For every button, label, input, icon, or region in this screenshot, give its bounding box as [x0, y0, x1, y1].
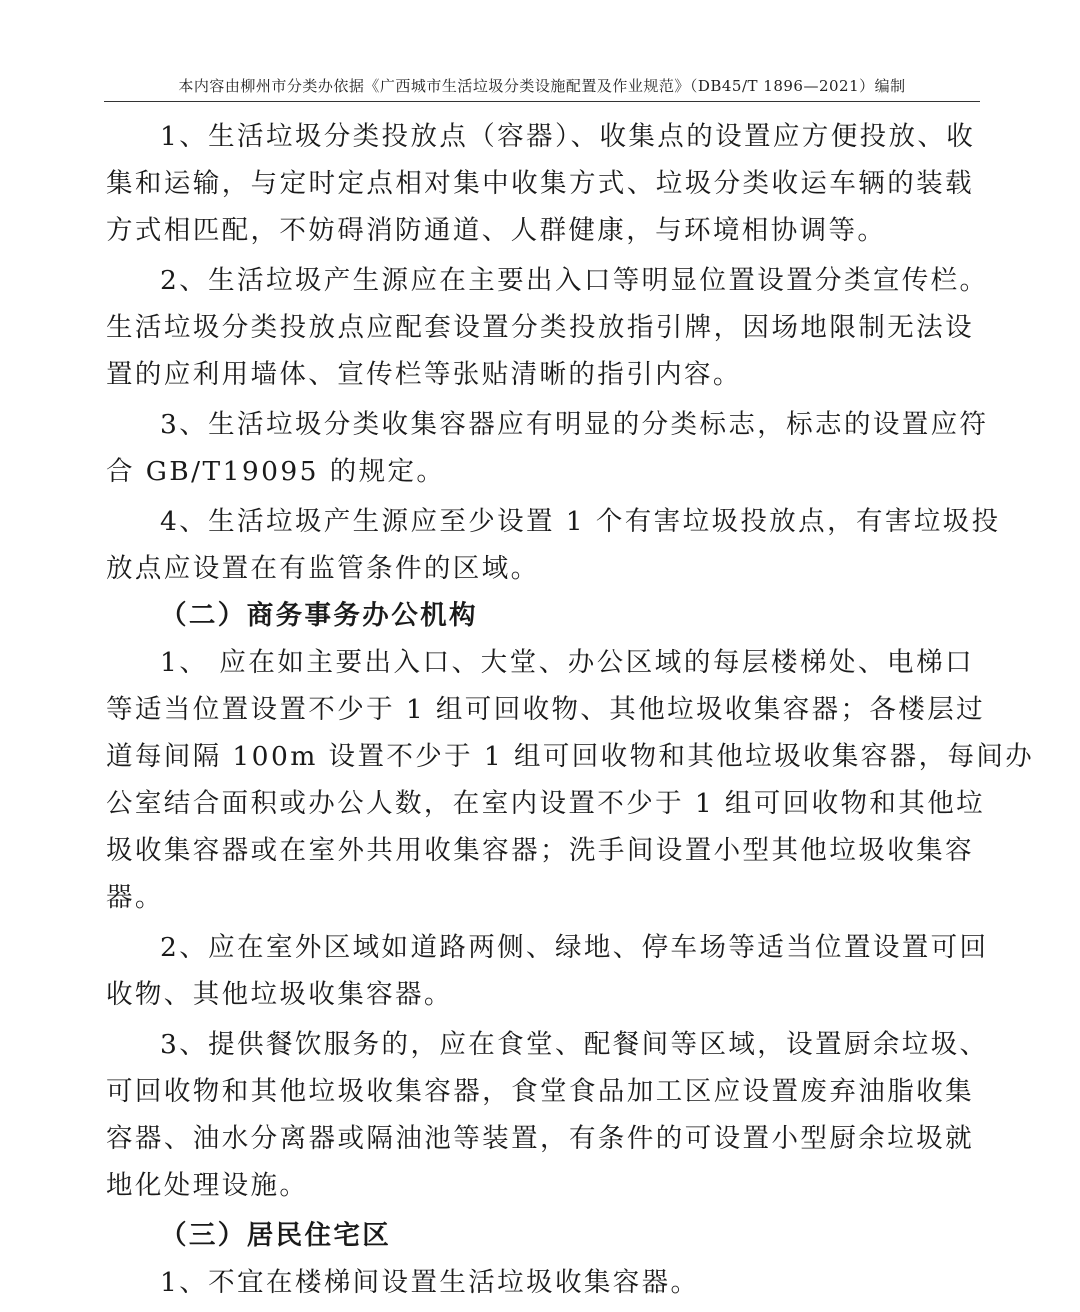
paragraph-line: 3、提供餐饮服务的，应在食堂、配餐间等区域，设置厨余垃圾、 [160, 1029, 989, 1060]
paragraph-line: 3、生活垃圾分类收集容器应有明显的分类标志，标志的设置应符 [160, 409, 989, 440]
paragraph-7 [106, 1021, 989, 1209]
document-body [106, 113, 1035, 1306]
paragraph-line: 可回收物和其他垃圾收集容器，食堂食品加工区应设置废弃油脂收集 [106, 1076, 974, 1107]
paragraph-line: 生活垃圾分类投放点应配套设置分类投放指引牌，因场地限制无法设 [106, 312, 974, 343]
paragraph-line: 置的应利用墙体、宣传栏等张贴清晰的指引内容。 [106, 359, 742, 390]
section-heading-2: （二）商务事务办公机构 [160, 600, 478, 631]
paragraph-line: 等适当位置设置不少于 1 组可回收物、其他垃圾收集容器；各楼层过 [106, 694, 986, 725]
paragraph-line: 放点应设置在有监管条件的区域。 [106, 553, 540, 584]
page-header: 本内容由柳州市分类办依据《广西城市生活垃圾分类设施配置及作业规范》（DB45/T 1896—2021）编制 [178, 77, 906, 95]
paragraph-line: 2、生活垃圾产生源应在主要出入口等明显位置设置分类宣传栏。 [160, 265, 989, 296]
paragraph-3 [106, 401, 989, 495]
section-heading-3: （三）居民住宅区 [160, 1220, 392, 1251]
paragraph-line: 方式相匹配，不妨碍消防通道、人群健康，与环境相协调等。 [106, 215, 887, 246]
paragraph-line: 地化处理设施。 [106, 1170, 309, 1201]
paragraph-line: 合 GB/T19095 的规定。 [106, 456, 446, 487]
paragraph-line: 收物、其他垃圾收集容器。 [106, 979, 453, 1010]
paragraph-line: 容器、油水分离器或隔油池等装置，有条件的可设置小型厨余垃圾就 [106, 1123, 974, 1154]
paragraph-line: 2、应在室外区域如道路两侧、绿地、停车场等适当位置设置可回 [160, 932, 989, 963]
paragraph-5 [106, 639, 1035, 921]
paragraph-6 [106, 924, 989, 1018]
paragraph-line: 器。 [106, 882, 164, 913]
paragraph-line: 圾收集容器或在室外共用收集容器；洗手间设置小型其他垃圾收集容 [106, 835, 974, 866]
paragraph-2 [106, 257, 989, 398]
paragraph-line: 1、生活垃圾分类投放点（容器）、收集点的设置应方便投放、收 [160, 121, 976, 152]
paragraph-line: 道每间隔 100m 设置不少于 1 组可回收物和其他垃圾收集容器，每间办 [106, 741, 1035, 772]
paragraph-line: 1、不宜在楼梯间设置生活垃圾收集容器。 [160, 1267, 700, 1298]
paragraph-line: 公室结合面积或办公人数，在室内设置不少于 1 组可回收物和其他垃 [106, 788, 986, 819]
paragraph-line: 集和运输，与定时定点相对集中收集方式、垃圾分类收运车辆的装载 [106, 168, 974, 199]
paragraph-4 [106, 498, 1001, 592]
paragraph-line: 1、 应在如主要出入口、大堂、办公区域的每层楼梯处、电梯口 [160, 647, 974, 678]
header-rule [104, 101, 980, 102]
paragraph-8 [106, 1259, 974, 1306]
paragraph-line: 4、生活垃圾产生源应至少设置 1 个有害垃圾投放点，有害垃圾投 [160, 506, 1001, 537]
paragraph-1 [106, 113, 974, 254]
